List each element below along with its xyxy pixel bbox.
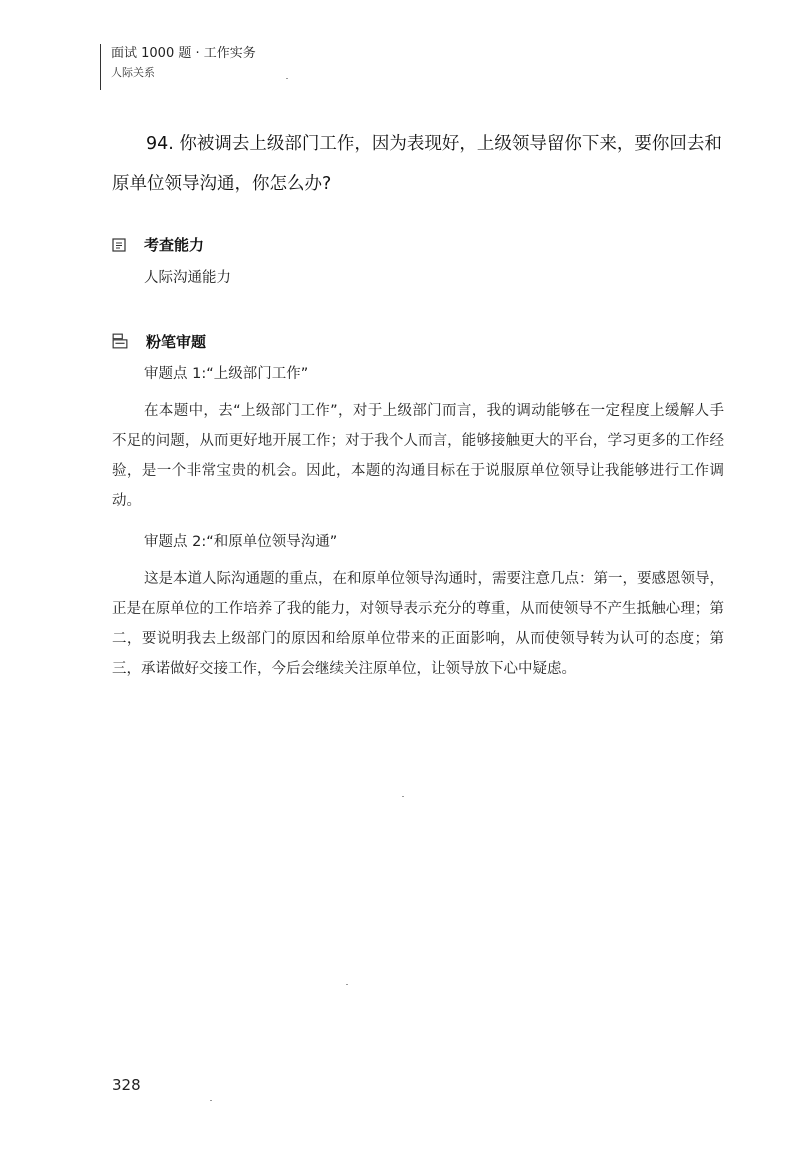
ability-section-icon [112, 238, 126, 252]
question-line-2: 原单位领导沟通，你怎么办? [112, 174, 332, 194]
question-line-1: 94. 你被调去上级部门工作，因为表现好，上级领导留你下来，要你回去和 [146, 134, 722, 154]
ability-heading [112, 234, 204, 255]
chapter-name: 人际关系 [111, 66, 155, 79]
page-number: 328 [112, 1076, 141, 1094]
scan-speck [210, 1100, 212, 1101]
analysis-heading-text: 粉笔审题 [146, 332, 207, 351]
review-point-2-text: 这是本道人际沟通题的重点，在和原单位领导沟通时，需要注意几点：第一，要感恩领导，正是在原单位的工作培养了我的能力，对领导表示充分的尊重，从而使领导不产生抵触心理；第二，要说明我去上级部门的原因和给原单位带来的正面影响，从而使领导转为认可的态度；第三，承诺做好交接工作，今后会继续关注原单位，让领导放下心中疑虑。 [112, 571, 724, 677]
review-point-1-label: 审题点 1:“上级部门工作” [144, 366, 309, 382]
analysis-section-icon [112, 330, 128, 352]
scan-speck [286, 78, 288, 79]
review-point-1-text: 在本题中，去“上级部门工作”，对于上级部门而言，我的调动能够在一定程度上缓解人手不足的问题，从而更好地开展工作；对于我个人而言，能够接触更大的平台，学习更多的工作经验，是一个非常宝贵的机会。因此，本题的沟通目标在于说服原单位领导让我能够进行工作调动。 [112, 403, 724, 509]
analysis-heading [112, 330, 206, 352]
question-block [112, 124, 724, 204]
book-title: 面试 1000 题 · 工作实务 [111, 46, 256, 61]
ability-value: 人际沟通能力 [144, 270, 231, 286]
review-point-2-label: 审题点 2:“和原单位领导沟通” [144, 534, 338, 550]
scan-speck [402, 796, 404, 797]
question-number: 94. [146, 134, 174, 154]
ability-heading-text: 考查能力 [144, 236, 205, 254]
running-header [100, 44, 256, 90]
scan-speck [346, 984, 348, 985]
